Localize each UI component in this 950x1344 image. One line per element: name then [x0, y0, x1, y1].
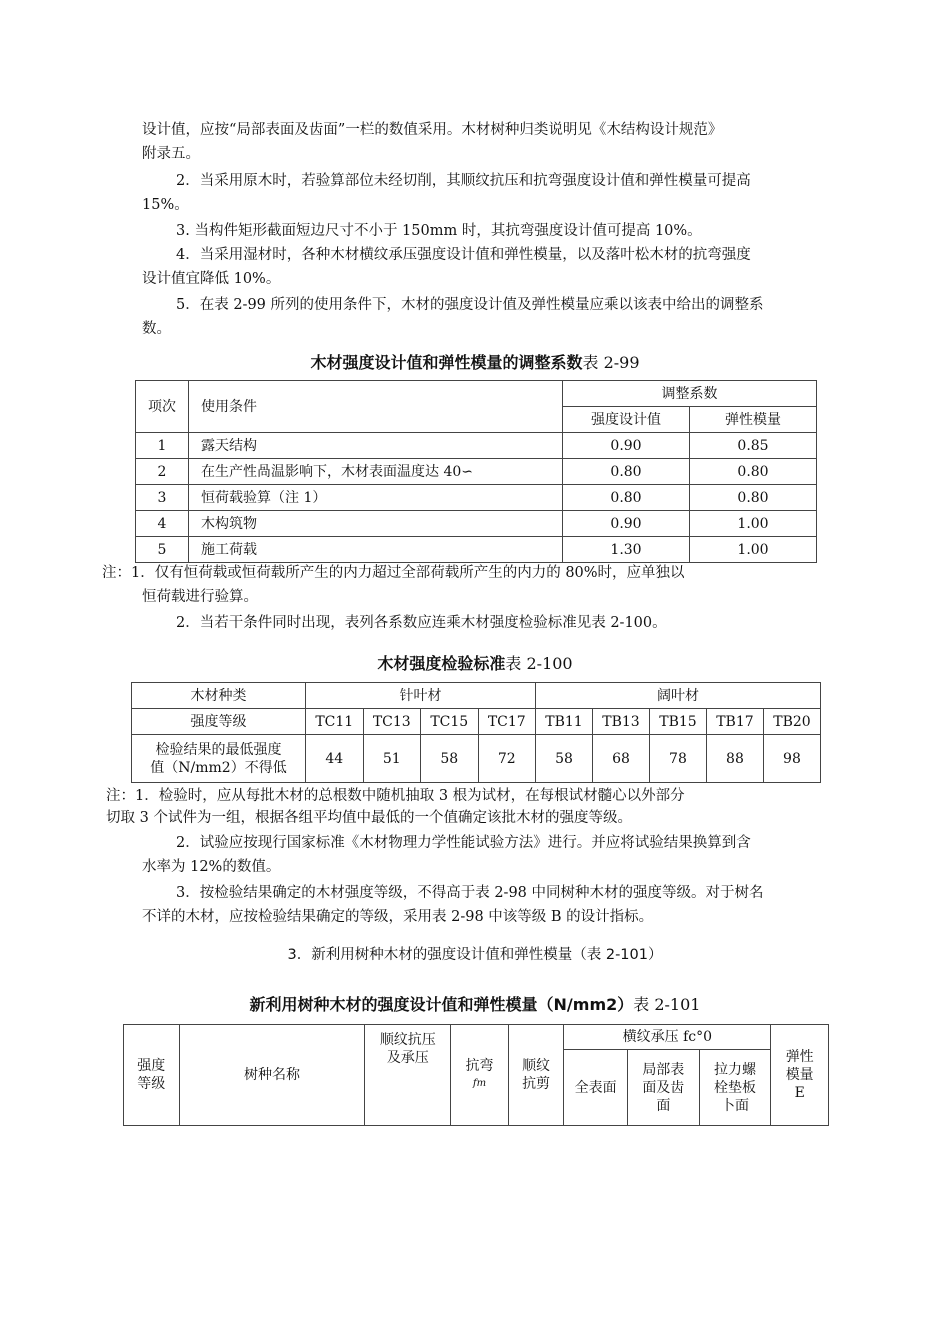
header-condition: 使用条件: [189, 381, 563, 433]
table-row: [132, 735, 821, 783]
cell-condition: 恒荷载验算（注 1）: [189, 485, 563, 511]
paragraph-line: 3. 当构件矩形截面短边尺寸不小于 150mm 时，其抗弯强度设计值可提高 10%。: [176, 223, 702, 239]
header-adjustment: 调整系数: [563, 381, 817, 407]
cell-condition: 露天结构: [189, 433, 563, 459]
table-2-99: [135, 380, 817, 563]
value-cell: 58: [536, 735, 593, 783]
header-full-surface: 全表面: [564, 1050, 628, 1126]
note-line: 不详的木材，应按检验结果确定的等级，采用表 2-98 中该等级 B 的设计指标。: [142, 909, 654, 925]
header-broadleaf: 阔叶材: [536, 683, 821, 709]
header-local-surface: 局部表 面及齿 面: [627, 1050, 699, 1126]
cell-modulus: 0.80: [690, 485, 817, 511]
cell-no: 3: [136, 485, 189, 511]
header-shear: 顺纹 抗剪: [508, 1025, 564, 1126]
header-item: 项次: [136, 381, 189, 433]
paragraph-line: 设计值宜降低 10%。: [142, 271, 281, 287]
row-label: 检验结果的最低强度 值（N/mm2）不得低: [132, 735, 306, 783]
table-2-100: [131, 682, 821, 783]
cell-condition: 木构筑物: [189, 511, 563, 537]
value-cell: 51: [363, 735, 421, 783]
paragraph-line: 设计值，应按“局部表面及齿面”一栏的数值采用。木材树种归类说明见《木结构设计规范》: [142, 122, 723, 138]
header-kind: 木材种类: [132, 683, 306, 709]
cell-strength: 1.30: [563, 537, 690, 563]
cell-modulus: 0.80: [690, 459, 817, 485]
cell-no: 4: [136, 511, 189, 537]
table-row: [136, 459, 817, 485]
header-bending: 抗弯 fm: [451, 1025, 509, 1126]
table-2-99-title: 木材强度设计值和弹性模量的调整系数表 2-99: [310, 353, 640, 372]
grade-cell: TB17: [706, 709, 763, 735]
paragraph-line: 2．当采用原木时，若验算部位未经切削，其顺纹抗压和抗弯强度设计值和弹性模量可提高: [176, 173, 751, 189]
note-line: 3．按检验结果确定的木材强度等级，不得高于表 2-98 中同树种木材的强度等级。对于树名: [176, 885, 764, 901]
grade-cell: TC17: [478, 709, 536, 735]
cell-no: 1: [136, 433, 189, 459]
paragraph-line: 5．在表 2-99 所列的使用条件下，木材的强度设计值及弹性模量应乘以该表中给出的调整系: [176, 297, 764, 313]
header-modulus: 弹性模量: [690, 407, 817, 433]
paragraph-line: 4．当采用湿材时，各种木材横纹承压强度设计值和弹性模量，以及落叶松木材的抗弯强度: [176, 247, 751, 263]
paragraph-line: 附录五。: [142, 146, 200, 162]
cell-modulus: 1.00: [690, 537, 817, 563]
cell-strength: 0.80: [563, 459, 690, 485]
note-line: 切取 3 个试件为一组，根据各组平均值中最低的一个值确定该批木材的强度等级。: [106, 810, 632, 826]
value-cell: 72: [478, 735, 536, 783]
table-row: [136, 485, 817, 511]
header-species: 树种名称: [179, 1025, 365, 1126]
table-row: [136, 511, 817, 537]
grade-cell: TB11: [536, 709, 593, 735]
note-line: 水率为 12%的数值。: [142, 859, 281, 875]
section-heading: 3．新利用树种木材的强度设计值和弹性模量（表 2-101）: [287, 947, 663, 963]
table-2-101: [123, 1024, 829, 1126]
value-cell: 98: [763, 735, 820, 783]
grade-cell: TB20: [763, 709, 820, 735]
table-row: [136, 537, 817, 563]
grade-cell: TB15: [649, 709, 706, 735]
cell-strength: 0.90: [563, 433, 690, 459]
note-line: 恒荷载进行验算。: [142, 589, 258, 605]
header-compression: 顺纹抗压 及承压: [365, 1025, 451, 1126]
table-2-100-title: 木材强度检验标准表 2-100: [377, 654, 573, 673]
note-line: 2．试验应按现行国家标准《木材物理力学性能试验方法》进行。并应将试验结果换算到含: [176, 835, 751, 851]
value-cell: 78: [649, 735, 706, 783]
table-row: [136, 433, 817, 459]
value-cell: 44: [306, 735, 364, 783]
table-2-101-title: 新利用树种木材的强度设计值和弹性模量（N/mm2）表 2-101: [249, 995, 701, 1014]
note-line: 2．当若干条件同时出现，表列各系数应连乘木材强度检验标准见表 2-100。: [176, 615, 667, 631]
cell-condition: 施工荷载: [189, 537, 563, 563]
paragraph-line: 15%。: [142, 197, 189, 213]
cell-strength: 0.90: [563, 511, 690, 537]
note-line: 注：1．检验时，应从每批木材的总根数中随机抽取 3 根为试材，在每根试材髓心以外部分: [106, 788, 685, 804]
grade-cell: TB13: [592, 709, 649, 735]
cell-no: 5: [136, 537, 189, 563]
header-grade: 强度等级: [132, 709, 306, 735]
paragraph-line: 数。: [142, 321, 171, 337]
header-conifer: 针叶材: [306, 683, 536, 709]
header-cross-grain: 横纹承压 fc°0: [564, 1025, 771, 1050]
header-strength: 强度设计值: [563, 407, 690, 433]
header-bolt-plate: 拉力螺 栓垫板 卜面: [699, 1050, 771, 1126]
cell-modulus: 1.00: [690, 511, 817, 537]
value-cell: 58: [421, 735, 479, 783]
cell-strength: 0.80: [563, 485, 690, 511]
value-cell: 88: [706, 735, 763, 783]
grade-cell: TC13: [363, 709, 421, 735]
cell-no: 2: [136, 459, 189, 485]
cell-modulus: 0.85: [690, 433, 817, 459]
value-cell: 68: [592, 735, 649, 783]
cell-condition: 在生产性咼温影响下，木材表面温度达 40∽: [189, 459, 563, 485]
header-grade: 强度 等级: [124, 1025, 180, 1126]
note-line: 注：1．仅有恒荷载或恒荷载所产生的内力超过全部荷载所产生的内力的 80%时，应单独以: [102, 565, 685, 581]
grade-cell: TC15: [421, 709, 479, 735]
grade-cell: TC11: [306, 709, 364, 735]
header-modulus: 弹性 模量 E: [771, 1025, 829, 1126]
